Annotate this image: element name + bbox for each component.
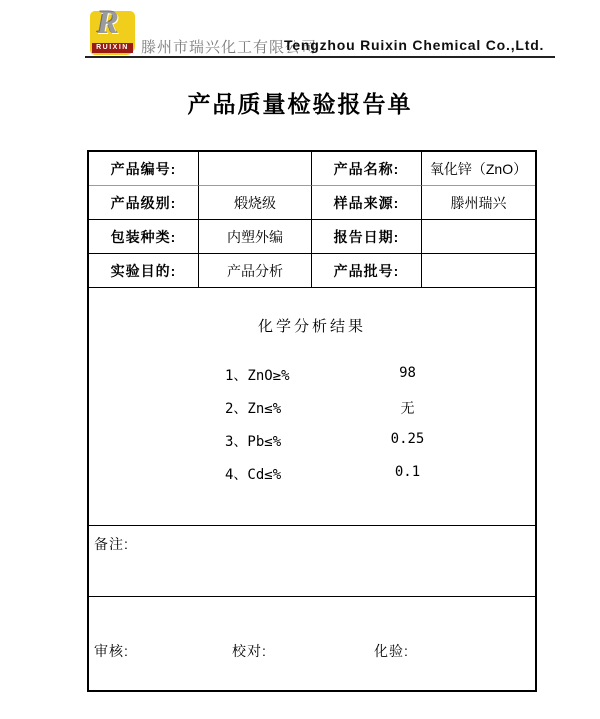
analysis-item-value: 无 xyxy=(400,401,415,417)
analysis-item-label: 2、Zn≤% xyxy=(225,401,282,417)
analysis-item-pb xyxy=(225,431,535,464)
product-grade-value: 煅烧级 xyxy=(199,186,312,220)
company-logo xyxy=(90,5,135,55)
logo-brand-text: RUIXIN xyxy=(92,43,133,53)
remarks-label: 备注: xyxy=(94,536,129,552)
review-label: 审核: xyxy=(94,643,129,659)
test-purpose-value: 产品分析 xyxy=(199,254,312,288)
analysis-items xyxy=(225,365,535,497)
analysis-heading: 化学分析结果 xyxy=(257,318,366,335)
packaging-type-value: 内塑外编 xyxy=(199,220,312,254)
sample-source-label: 样品来源: xyxy=(312,186,422,220)
product-code-label: 产品编号: xyxy=(89,152,199,186)
analysis-section xyxy=(89,288,535,526)
analysis-item-value: 0.25 xyxy=(390,431,425,447)
logo-r-icon: R xyxy=(97,5,120,41)
batch-number-label: 产品批号: xyxy=(312,254,422,288)
product-code-value xyxy=(199,152,312,186)
test-purpose-label: 实验目的: xyxy=(89,254,199,288)
analysis-item-label: 3、Pb≤% xyxy=(225,434,282,450)
proofread-label: 校对: xyxy=(232,643,267,659)
analysis-item-zn xyxy=(225,398,535,431)
report-table xyxy=(87,150,537,692)
page-title: 产品质量检验报告单 xyxy=(187,91,413,117)
product-name-value: 氧化锌（ZnO） xyxy=(422,152,535,186)
company-name-english: Tengzhou Ruixin Chemical Co.,Ltd. xyxy=(284,37,545,53)
info-grid xyxy=(89,152,535,288)
analysis-item-label: 4、Cd≤% xyxy=(225,467,282,483)
analysis-item-cd xyxy=(225,464,535,497)
header-divider xyxy=(85,56,555,58)
company-name-chinese: 滕州市瑞兴化工有限公司 xyxy=(141,40,318,56)
analysis-item-value: 98 xyxy=(399,365,416,381)
report-date-value xyxy=(422,220,535,254)
product-grade-label: 产品级别: xyxy=(89,186,199,220)
signoff-section xyxy=(89,597,535,689)
batch-number-value xyxy=(422,254,535,288)
analysis-item-value: 0.1 xyxy=(394,464,421,480)
analysis-item-label: 1、ZnO≥% xyxy=(225,368,290,384)
report-date-label: 报告日期: xyxy=(312,220,422,254)
product-name-label: 产品名称: xyxy=(312,152,422,186)
test-label: 化验: xyxy=(374,643,409,659)
analysis-item-zno xyxy=(225,365,535,398)
packaging-type-label: 包装种类: xyxy=(89,220,199,254)
remarks-section xyxy=(89,526,535,597)
sample-source-value: 滕州瑞兴 xyxy=(422,186,535,220)
